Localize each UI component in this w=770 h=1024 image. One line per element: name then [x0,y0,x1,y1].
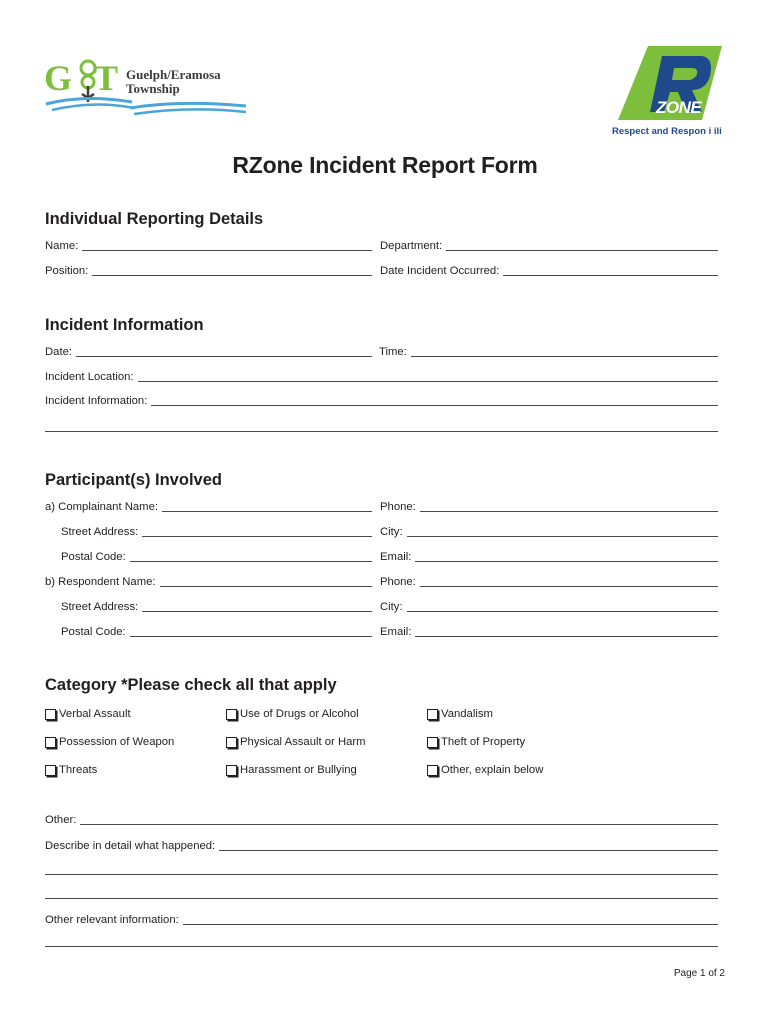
section-incident-heading: Incident Information [45,316,204,334]
name-field[interactable] [45,238,372,252]
respondent-phone-label: Phone: [380,576,416,588]
other-line[interactable] [80,814,718,825]
complainant-name-label: a) Complainant Name: [45,501,159,513]
describe-field[interactable] [45,838,718,852]
respondent-postal-field[interactable] [61,624,372,638]
complainant-email-label: Email: [380,551,412,563]
complainant-email-field[interactable] [380,549,718,563]
position-field[interactable] [45,263,372,277]
incident-information-line-2[interactable] [45,431,718,432]
relevant-info-line[interactable] [183,914,718,925]
checkbox-label: Other, explain below [441,764,544,776]
complainant-phone-field[interactable] [380,499,718,513]
checkbox-icon[interactable] [427,737,438,748]
complainant-name-field[interactable] [45,499,372,513]
complainant-street-field[interactable] [61,524,372,538]
respondent-street-field[interactable] [61,599,372,613]
other-label: Other: [45,814,77,826]
respondent-city-label: City: [380,601,403,613]
rzone-tagline: Respect and Respon i ili [612,126,722,137]
township-name-line2: Township [126,81,180,96]
incident-location-label: Incident Location: [45,371,134,383]
relevant-info-label: Other relevant information: [45,914,179,926]
township-logo [44,58,244,120]
respondent-street-label: Street Address: [61,601,139,613]
date-incident-label: Date Incident Occurred: [380,265,500,277]
checkbox-vandalism[interactable] [427,708,493,720]
complainant-city-label: City: [380,526,403,538]
department-field[interactable] [380,238,718,252]
position-label: Position: [45,265,89,277]
complainant-city-field[interactable] [380,524,718,538]
respondent-postal-line[interactable] [130,626,372,637]
township-logo-mark-icon [44,58,134,120]
incident-time-label: Time: [379,346,407,358]
date-incident-line[interactable] [503,265,718,276]
checkbox-label: Use of Drugs or Alcohol [240,708,359,720]
section-category-heading: Category *Please check all that apply [45,676,337,694]
section-individual-heading: Individual Reporting Details [45,210,264,228]
checkbox-label: Harassment or Bullying [240,764,357,776]
svg-text:T: T [94,58,119,98]
incident-time-line[interactable] [411,346,718,357]
wave-icon [130,98,248,118]
relevant-info-line-2[interactable] [45,946,718,947]
relevant-info-field[interactable] [45,912,718,926]
department-line[interactable] [446,240,718,251]
checkbox-icon[interactable] [226,737,237,748]
checkbox-drugs-alcohol[interactable] [226,708,359,720]
checkbox-icon[interactable] [427,709,438,720]
name-line[interactable] [82,240,372,251]
incident-information-label: Incident Information: [45,395,148,407]
checkbox-other[interactable] [427,764,543,776]
date-incident-field[interactable] [380,263,718,277]
checkbox-icon[interactable] [45,737,56,748]
checkbox-theft-property[interactable] [427,736,525,748]
checkbox-label: Threats [59,764,98,776]
township-name-line1: Guelph/Eramosa [126,67,221,82]
checkbox-threats[interactable] [45,764,97,776]
respondent-email-line[interactable] [415,626,718,637]
complainant-name-line[interactable] [162,501,372,512]
complainant-phone-label: Phone: [380,501,416,513]
incident-date-label: Date: [45,346,73,358]
complainant-phone-line[interactable] [420,501,718,512]
describe-line-3[interactable] [45,898,718,899]
complainant-city-line[interactable] [407,526,718,537]
svg-text:G: G [44,58,73,98]
describe-line-2[interactable] [45,874,718,875]
incident-information-line[interactable] [151,395,718,406]
page-number: Page 1 of 2 [673,968,725,979]
respondent-email-label: Email: [380,626,412,638]
checkbox-label: Vandalism [441,708,493,720]
other-field[interactable] [45,812,718,826]
respondent-city-line[interactable] [407,601,718,612]
checkbox-icon[interactable] [45,709,56,720]
incident-time-field[interactable] [379,344,718,358]
rzone-logo [618,46,722,120]
respondent-street-line[interactable] [142,601,372,612]
complainant-street-line[interactable] [142,526,372,537]
name-label: Name: [45,240,79,252]
checkbox-label: Possession of Weapon [59,736,175,748]
respondent-name-line[interactable] [160,576,372,587]
respondent-name-label: b) Respondent Name: [45,576,156,588]
checkbox-label: Physical Assault or Harm [240,736,366,748]
position-line[interactable] [92,265,372,276]
checkbox-harassment[interactable] [226,764,357,776]
describe-line[interactable] [219,840,718,851]
checkbox-icon[interactable] [226,765,237,776]
respondent-email-field[interactable] [380,624,718,638]
respondent-postal-label: Postal Code: [61,626,126,638]
checkbox-label: Verbal Assault [59,708,131,720]
incident-location-field[interactable] [45,369,718,383]
complainant-email-line[interactable] [415,551,718,562]
complainant-postal-label: Postal Code: [61,551,126,563]
checkbox-icon[interactable] [45,765,56,776]
complainant-street-label: Street Address: [61,526,139,538]
checkbox-verbal-assault[interactable] [45,708,131,720]
incident-date-field[interactable] [45,344,372,358]
section-participants-heading: Participant(s) Involved [45,471,222,489]
department-label: Department: [380,240,443,252]
respondent-city-field[interactable] [380,599,718,613]
respondent-phone-line[interactable] [420,576,718,587]
checkbox-physical-assault[interactable] [226,736,366,748]
checkbox-icon[interactable] [226,709,237,720]
checkbox-possession-weapon[interactable] [45,736,174,748]
incident-date-line[interactable] [76,346,372,357]
rzone-logo-text: ZONE [656,98,702,117]
form-title: RZone Incident Report Form [232,152,538,178]
complainant-postal-field[interactable] [61,549,372,563]
checkbox-label: Theft of Property [441,736,526,748]
describe-label: Describe in detail what happened: [45,840,216,852]
incident-information-field[interactable] [45,393,718,407]
checkbox-icon[interactable] [427,765,438,776]
incident-location-line[interactable] [138,371,718,382]
respondent-name-field[interactable] [45,574,372,588]
complainant-postal-line[interactable] [130,551,372,562]
respondent-phone-field[interactable] [380,574,718,588]
